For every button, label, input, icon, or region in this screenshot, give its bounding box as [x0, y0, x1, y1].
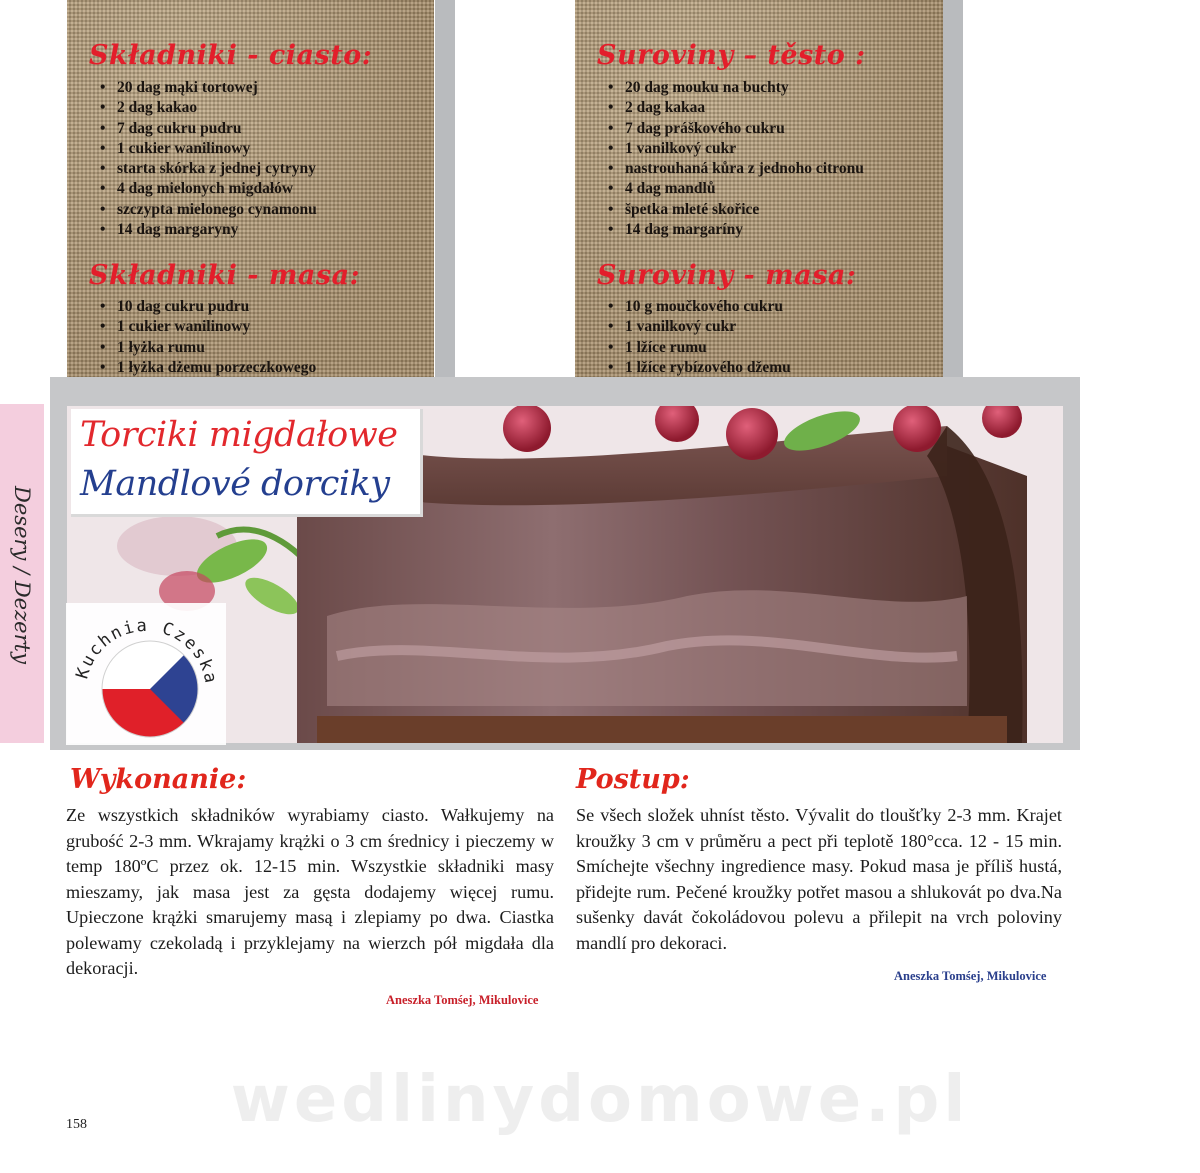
recipe-title-box	[71, 409, 423, 517]
kuchnia-czeska-badge	[66, 603, 226, 745]
ingredient-item: • 14 dag margaryny	[95, 220, 317, 240]
ingredient-item: • 7 dag práškového cukru	[603, 119, 864, 139]
mass-ingredients-heading-cz: Suroviny - masa:	[597, 260, 857, 291]
mass-ingredients-heading-pl: Składniki - masa:	[89, 260, 361, 291]
ingredient-item: • 1 cukier wanilinowy	[95, 317, 361, 337]
ingredient-item: • 1 vanilkový cukr	[603, 317, 826, 337]
recipe-title-czech: Mandlové dorciky	[80, 464, 390, 504]
ingredient-item: • 1 cukier wanilinowy	[95, 139, 317, 159]
ingredient-item: • 1 łyżka dżemu porzeczkowego	[95, 358, 361, 378]
dough-ingredients-heading-cz: Suroviny – těsto :	[597, 40, 866, 71]
ingredient-item: • 4 dag mandlů	[603, 179, 864, 199]
recipe-title-polish: Torciki migdałowe	[80, 415, 398, 455]
ingredient-item: • špetka mleté skořice	[603, 200, 864, 220]
method-heading-polish: Wykonanie:	[70, 764, 247, 795]
ingredient-item: • 1 vanilkový cukr	[603, 139, 864, 159]
ingredients-panel-czech	[575, 0, 943, 400]
ingredient-item: • nastrouhaná kůra z jednoho citronu	[603, 159, 864, 179]
method-text-czech: Se všech složek uhníst těsto. Vývalit do tloušťky 2-3 mm. Krajet kroužky 3 cm v průměru a pect při teplotě 180°cca. 12 - 15 min. Smíchejte všechny ingredience masy. Pokud masa je příliš hustá, přidejte rum. Pečené kroužky potřet masou a shlukovát po dva.Na sušenky davát čokoládovou polevu a přilepit na vrch poloviny mandlí pro dekoraci.	[576, 805, 1062, 953]
ingredient-item: • 20 dag mąki tortowej	[95, 78, 317, 98]
ingredient-item: • 4 dag mielonych migdałów	[95, 179, 317, 199]
dough-ingredients-heading-pl: Składniki - ciasto:	[89, 40, 373, 71]
ingredient-item: • 2 dag kakaa	[603, 98, 864, 118]
badge-label: Kuchnia Czeska	[72, 615, 221, 687]
author-byline-polish: Aneszka Tomśej, Mikulovice	[386, 993, 539, 1007]
dough-ingredients-list-cz	[603, 78, 864, 240]
czech-flag-icon	[66, 603, 226, 745]
panel-shadow-edge	[943, 0, 963, 400]
ingredient-item: • szczypta mielonego cynamonu	[95, 200, 317, 220]
section-tab	[0, 404, 44, 743]
ingredient-item: • starta skórka z jednej cytryny	[95, 159, 317, 179]
ingredient-item: • 1 łyżka rumu	[95, 338, 361, 358]
ingredient-item: • 10 g moučkového cukru	[603, 297, 826, 317]
method-heading-czech: Postup:	[576, 764, 690, 795]
ingredient-item: • 7 dag cukru pudru	[95, 119, 317, 139]
author-byline-czech: Aneszka Tomśej, Mikulovice	[894, 969, 1047, 983]
method-text-polish: Ze wszystkich składników wyrabiamy ciasto. Wałkujemy na grubość 2-3 mm. Wkrajamy krążki o 3 cm średnicy i pieczemy w temp 180ºC przez ok. 12-15 min. Wszystkie składniki masy mieszamy, jak masa jest za gęsta dodajemy więcej rumu. Upieczone krążki smarujemy masą i zlepiamy po dwa. Ciastka polewamy czekoladą i przyklejamy na wierzch pół migdała dla dekoracji.	[66, 805, 554, 978]
site-watermark: wedlinydomowe.pl	[230, 1063, 970, 1137]
dough-ingredients-list-pl	[95, 78, 317, 240]
ingredient-item: • 20 dag mouku na buchty	[603, 78, 864, 98]
section-tab-label: Desery / Dezerty	[10, 486, 34, 664]
ingredients-panel-polish	[67, 0, 434, 400]
ingredient-item: • 2 dag kakao	[95, 98, 317, 118]
ingredient-item: • 1 lžíce rybízového džemu	[603, 358, 826, 378]
ingredient-item: • 14 dag margaríny	[603, 220, 864, 240]
page-number: 158	[66, 1117, 87, 1132]
ingredient-item: • 1 lžíce rumu	[603, 338, 826, 358]
panel-shadow-edge	[435, 0, 455, 400]
ingredient-item: • 10 dag cukru pudru	[95, 297, 361, 317]
